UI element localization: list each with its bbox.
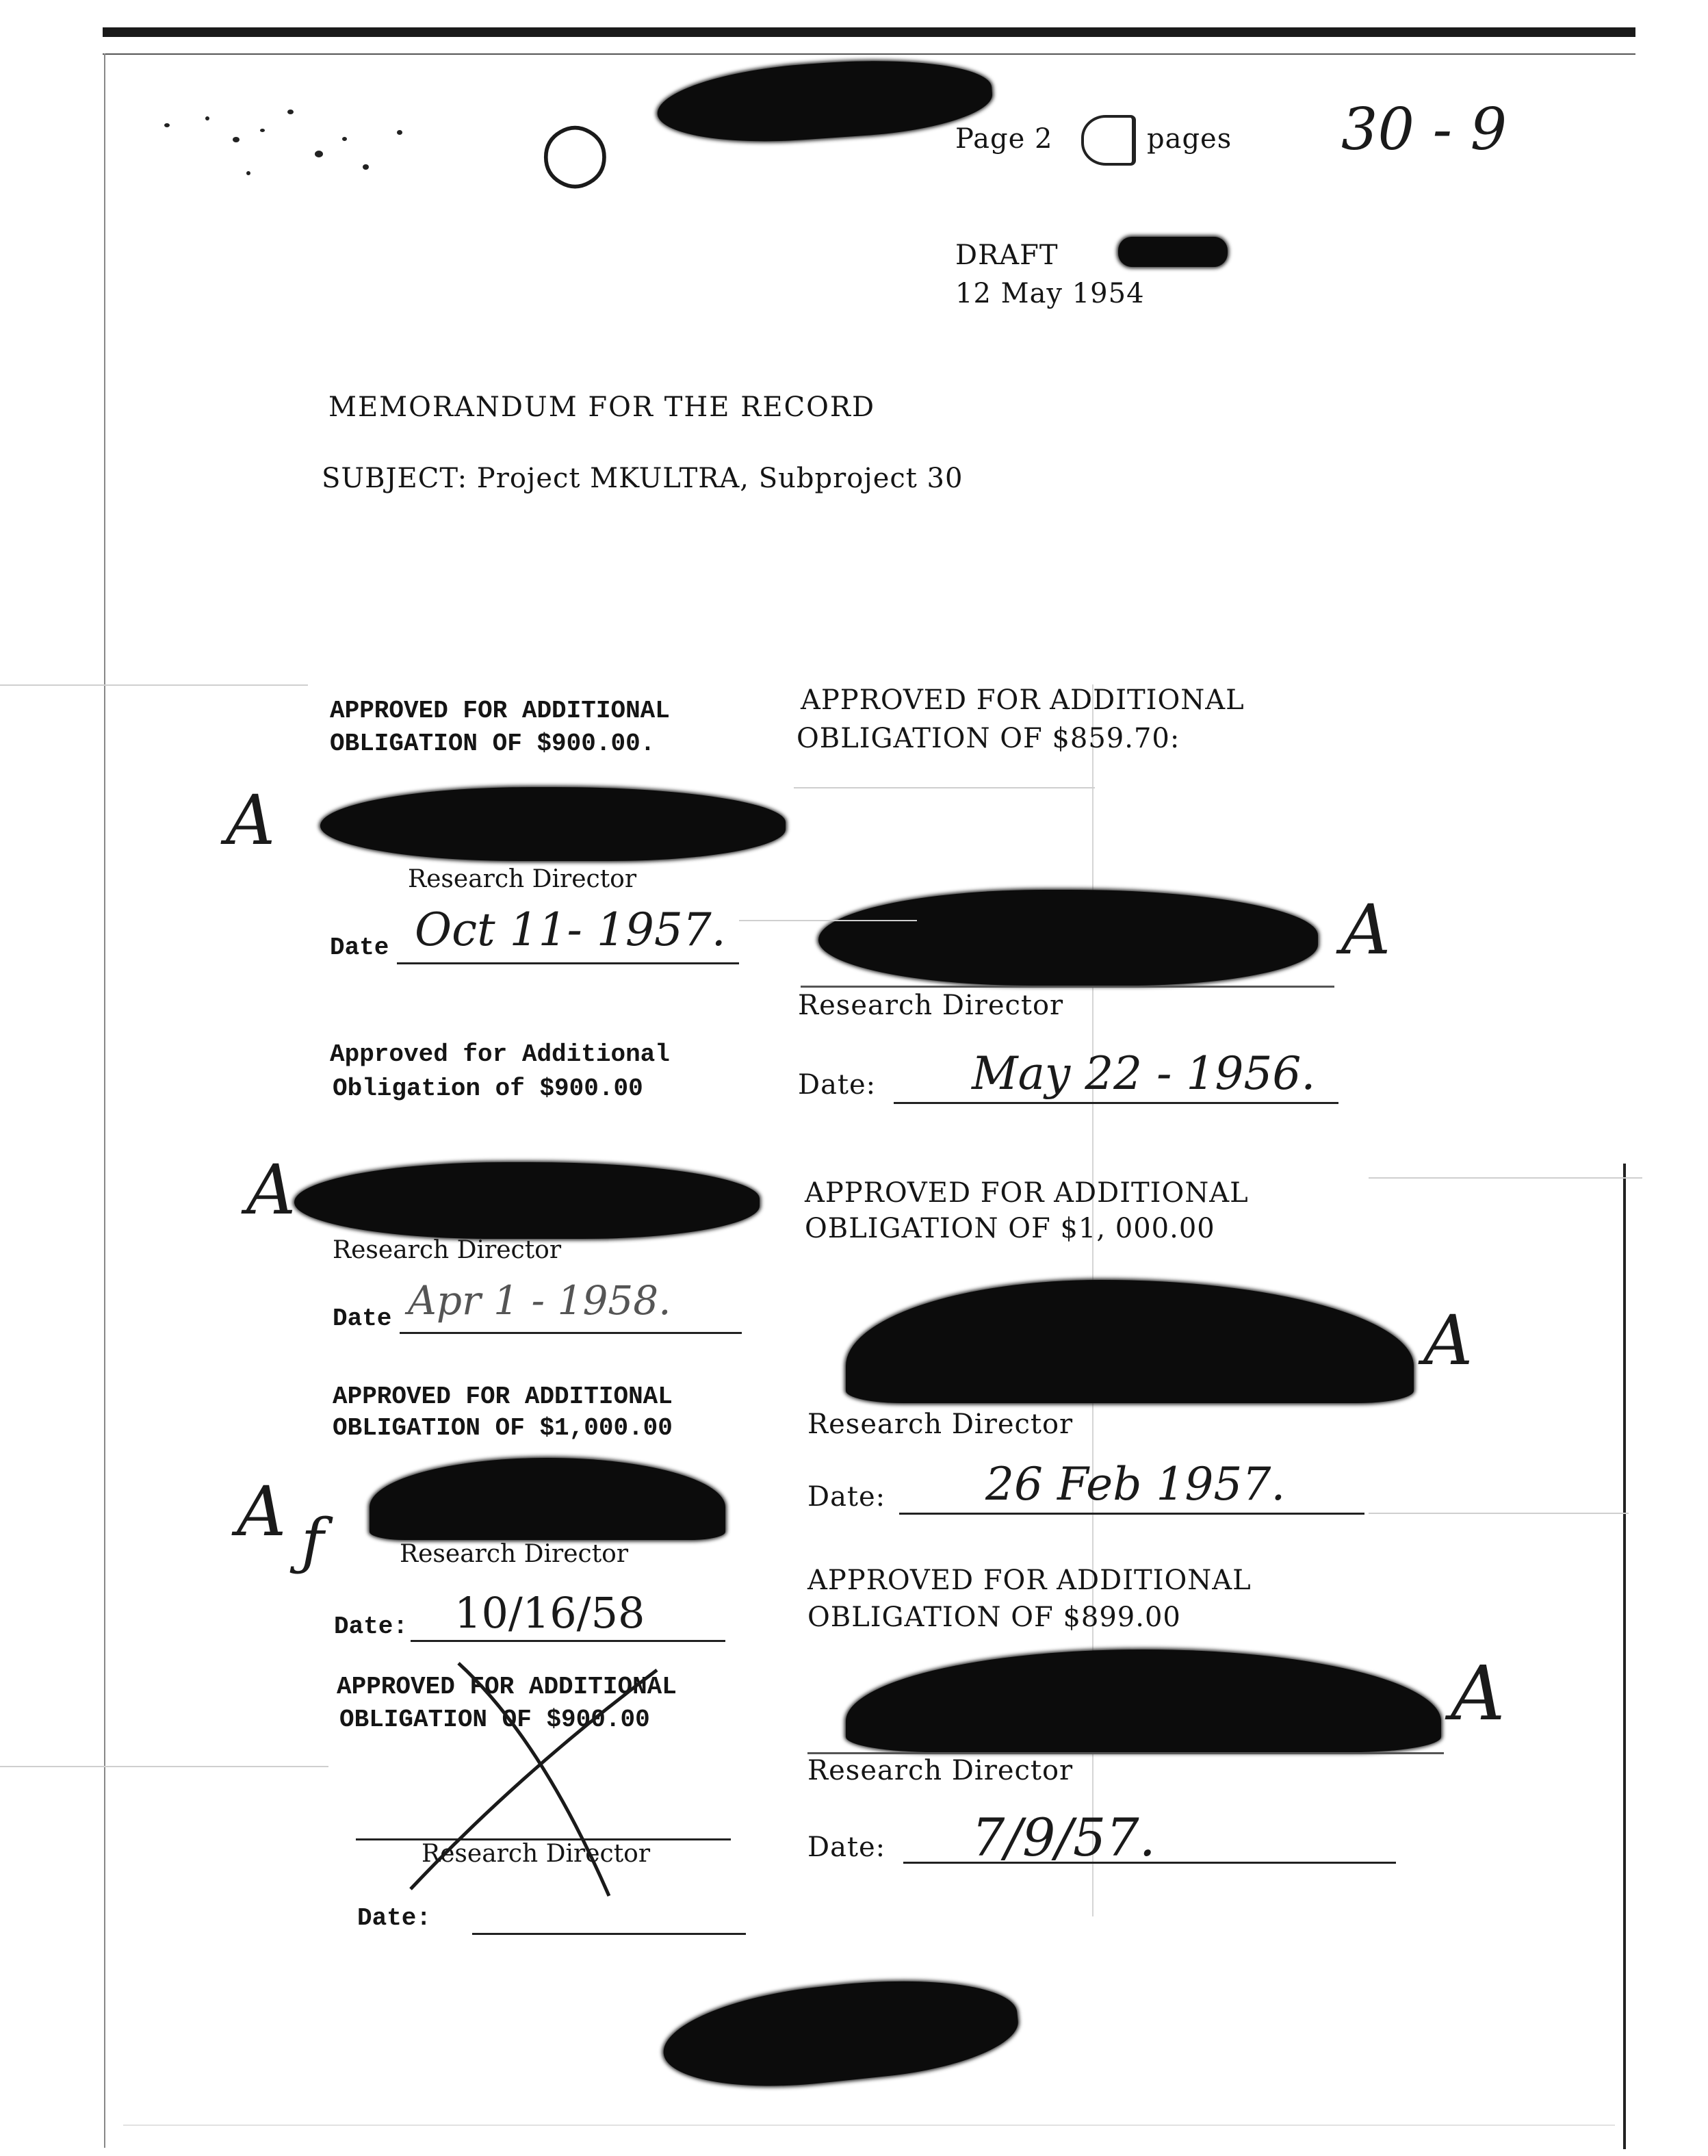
page-number-label: Page 2 [955,123,1053,155]
approval-left-3-line1: APPROVED FOR ADDITIONAL [333,1383,673,1411]
approval-right-2-line2: OBLIGATION OF $1, 000.00 [805,1213,1215,1244]
faint-rule [1369,1513,1629,1514]
approval-left-4-line1: APPROVED FOR ADDITIONAL [337,1673,677,1701]
date-value-left-2: Apr 1 - 1958. [408,1277,671,1324]
signature-line-right-1 [801,986,1334,988]
date-label-right-2: Date: [807,1481,886,1513]
left-border-line [104,53,105,2148]
initial-mark-right-2: A [1423,1300,1473,1381]
approval-right-3-line1: APPROVED FOR ADDITIONAL [807,1565,1252,1596]
initial-mark-right-3: A [1451,1650,1505,1737]
top-border-line [103,53,1635,55]
role-right-3: Research Director [807,1755,1074,1786]
page-count-bracket [1081,115,1136,166]
date-label-left-1: Date [330,934,389,962]
approval-left-1-line1: APPROVED FOR ADDITIONAL [330,697,670,725]
date-value-right-1: May 22 - 1956. [972,1047,1316,1100]
role-left-1: Research Director [408,865,637,893]
date-line-left-3 [411,1640,725,1642]
memo-title: MEMORANDUM FOR THE RECORD [328,392,876,423]
redaction-draft [1118,237,1228,267]
faint-rule [794,787,1095,788]
approval-left-1-line2: OBLIGATION OF $900.00. [330,730,656,758]
approval-right-2-line1: APPROVED FOR ADDITIONAL [805,1177,1249,1209]
approval-right-1-line2: OBLIGATION OF $859.70: [797,723,1180,754]
pages-label: pages [1147,123,1232,155]
redaction-right-3 [846,1650,1441,1752]
date-line-left-2 [400,1332,742,1334]
approval-right-1-line1: APPROVED FOR ADDITIONAL [801,684,1245,716]
handwritten-reference: 30 - 9 [1341,96,1508,163]
date-line-right-1 [894,1102,1338,1104]
date-label-left-2: Date [333,1305,392,1333]
date-line-right-2 [899,1513,1364,1515]
date-value-left-3: 10/16/58 [454,1588,645,1638]
date-label-right-1: Date: [798,1069,877,1101]
redaction-left-1 [320,787,786,861]
date-value-right-2: 26 Feb 1957. [985,1458,1286,1511]
redaction-left-3 [370,1458,725,1540]
signature-line-right-3 [807,1752,1444,1754]
approval-left-2-line2: Obligation of $900.00 [333,1075,643,1103]
date-label-right-3: Date: [807,1832,886,1863]
approval-right-3-line2: OBLIGATION OF $899.00 [807,1602,1181,1633]
role-left-2: Research Director [333,1236,562,1264]
role-right-2: Research Director [807,1409,1074,1440]
initial-mark-right-1: A [1341,890,1391,970]
approval-left-2-line1: Approved for Additional [330,1040,670,1068]
date-value-left-1: Oct 11- 1957. [415,903,726,956]
initial-mark-left-3: A [237,1472,287,1552]
initial-mark-left-1: A [226,780,276,860]
handwritten-circle-mark: ◯ [541,116,610,188]
handwritten-for-mark: ƒ [301,1506,324,1578]
top-edge-bar [103,27,1635,37]
date-label-left-3: Date: [334,1613,409,1641]
faint-rule [1369,1177,1642,1179]
faint-rule [739,920,917,921]
redaction-left-2 [294,1162,760,1239]
draft-label: DRAFT [955,240,1059,271]
cross-out-mark [383,1656,671,1903]
faint-rule [0,1766,328,1767]
date-label-left-4: Date: [357,1904,432,1932]
role-left-3: Research Director [400,1540,629,1568]
faint-rule [123,2125,1615,2126]
faint-rule [0,684,308,686]
memo-subject: SUBJECT: Project MKULTRA, Subproject 30 [322,463,963,494]
date-value-right-3: 7/9/57. [972,1807,1156,1868]
role-right-1: Research Director [798,990,1064,1021]
approval-left-4-line2: OBLIGATION OF $900.00 [339,1706,650,1734]
date-line-left-1 [397,962,739,964]
redaction-header-top [655,51,994,150]
draft-date: 12 May 1954 [955,278,1145,309]
date-line-left-4 [472,1933,746,1935]
redaction-right-1 [818,890,1318,986]
role-left-4: Research Director [422,1840,651,1868]
redaction-bottom [658,1966,1022,2099]
right-border-line [1623,1164,1626,2149]
redaction-right-2 [846,1280,1414,1403]
initial-mark-left-2: A [246,1150,296,1230]
approval-left-3-line2: OBLIGATION OF $1,000.00 [333,1414,673,1442]
